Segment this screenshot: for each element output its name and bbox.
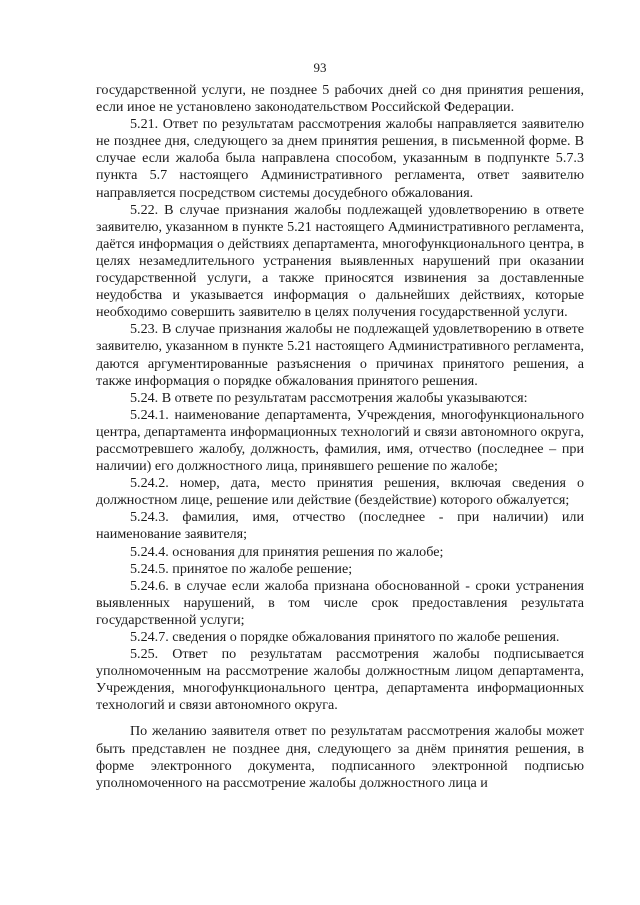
paragraph-5-24-1: 5.24.1. наименование департамента, Учреждения, многофункционального центра, департамента информационных технологий и связи автономного округа, рассмотревшего жалобу, должность, фамилия, имя, отчество (последнее – при наличии) его должностного лица, принявшего решение по жалобе; — [96, 406, 584, 475]
paragraph-5-24-5: 5.24.5. принятое по жалобе решение; — [130, 560, 353, 577]
paragraph-5-25: 5.25. Ответ по результатам рассмотрения жалобы подписывается уполномоченным на рассмотрение жалобы должностным лицом департамента, Учреждения, многофункционального центра, департамента информационных технологий и связи автономного округа. — [96, 646, 584, 714]
paragraph-5-24: 5.24. В ответе по результатам рассмотрения жалобы указываются: — [130, 389, 528, 406]
paragraph-5-23: 5.23. В случае признания жалобы не подлежащей удовлетворению в ответе заявителю, указанном в пункте 5.21 настоящего Административного регламента, даются аргументированные разъяснения о причинах принятого решения, а также информация о порядке обжалования принятого решения. — [96, 321, 584, 389]
paragraph-5-24-6: 5.24.6. в случае если жалоба признана обоснованной - сроки устранения выявленных нарушений, в том числе срок предоставления результата государственной услуги; — [96, 577, 584, 628]
paragraph-5-24-3: 5.24.3. фамилия, имя, отчество (последнее - при наличии) или наименование заявителя; — [96, 509, 584, 543]
paragraph-5-24-2: 5.24.2. номер, дата, место принятия решения, включая сведения о должностном лице, решение или действие (бездействие) которого обжалуется; — [96, 475, 584, 509]
paragraph-5-24-4: 5.24.4. основания для принятия решения по жалобе; — [130, 543, 444, 560]
paragraph-electronic-response: По желанию заявителя ответ по результатам рассмотрения жалобы может быть представлен не позднее дня, следующего за днём принятия решения, в форме электронного документа, подписанного электронной подписью уполномоченного на рассмотрение жалобы должностного лица и — [96, 723, 584, 791]
paragraph-5-24-7: 5.24.7. сведения о порядке обжалования принятого по жалобе решения. — [130, 629, 560, 645]
paragraph-5-22: 5.22. В случае признания жалобы подлежащей удовлетворению в ответе заявителю, указанном в пункте 5.21 настоящего Административного регламента, даётся информация о действиях департамента, многофункционального центра, в целях незамедлительного устранения выявленных нарушений при оказании государственной услуги, а также приносятся извинения за доставленные неудобства и указывается информация о дальнейших действиях, которые необходимо совершить заявителю в целях получения государственной услуги. — [96, 201, 584, 321]
document-body — [96, 82, 584, 792]
page-number: 93 — [313, 60, 327, 75]
paragraph-continuation: государственной услуги, не позднее 5 рабочих дней со дня принятия решения, если иное не установлено законодательством Российской Федерации. — [96, 82, 584, 116]
paragraph-5-21: 5.21. Ответ по результатам рассмотрения жалобы направляется заявителю не позднее дня, следующего за днем принятия решения, в письменной форме. В случае если жалоба была направлена способом, указанным в подпункте 5.7.3 пункта 5.7 настоящего Административного регламента, ответ заявителю направляется посредством системы досудебного обжалования. — [96, 116, 584, 201]
